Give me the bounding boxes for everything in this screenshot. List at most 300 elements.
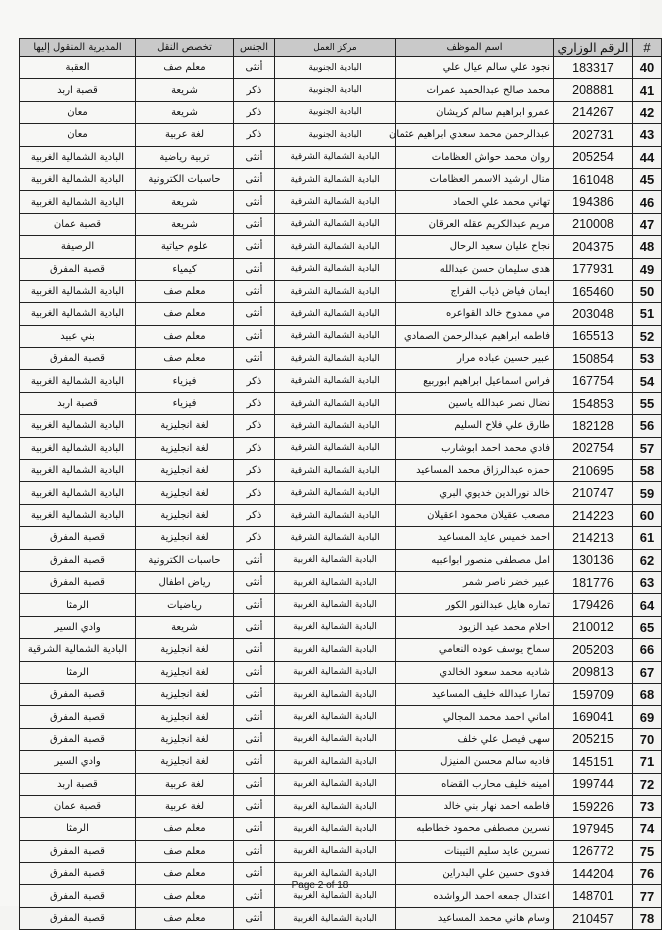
ministerial-id-cell: 202754: [554, 437, 633, 459]
header-ministerial-id: الرقم الوزاري: [554, 39, 633, 57]
destination-cell: قصبة المفرق: [20, 683, 136, 705]
work-center-cell: البادية الشمالية الغربية: [275, 751, 396, 773]
table-row: [20, 236, 662, 258]
employee-name-cell: امل مصطفى منصور ابواعبيه: [396, 549, 554, 571]
table-row: [20, 504, 662, 526]
gender-cell: ذكر: [234, 392, 275, 414]
employee-name-cell: محمد صالح عبدالحميد عمرات: [396, 79, 554, 101]
work-center-cell: البادية الشمالية الشرقية: [275, 460, 396, 482]
table-row: [20, 191, 662, 213]
gender-cell: ذكر: [234, 504, 275, 526]
specialization-cell: لغة انجليزية: [136, 683, 234, 705]
row-number-cell: 71: [633, 751, 662, 773]
employee-name-cell: فدوى حسين علي البدراين: [396, 863, 554, 885]
ministerial-id-cell: 126772: [554, 840, 633, 862]
row-number-cell: 78: [633, 907, 662, 929]
header-row: [20, 39, 662, 57]
work-center-cell: البادية الشمالية الغربية: [275, 840, 396, 862]
table-row: [20, 325, 662, 347]
row-number-cell: 54: [633, 370, 662, 392]
row-number-cell: 72: [633, 773, 662, 795]
ministerial-id-cell: 177931: [554, 258, 633, 280]
work-center-cell: البادية الشمالية الشرقية: [275, 437, 396, 459]
employee-name-cell: فراس اسماعيل ابراهيم ابوربيع: [396, 370, 554, 392]
work-center-cell: البادية الشمالية الغربية: [275, 773, 396, 795]
ministerial-id-cell: 214213: [554, 527, 633, 549]
gender-cell: ذكر: [234, 415, 275, 437]
gender-cell: أنثى: [234, 594, 275, 616]
employee-name-cell: عبير حسين عباده مرار: [396, 348, 554, 370]
employee-name-cell: منال ارشيد الاسمر العظامات: [396, 168, 554, 190]
row-number-cell: 65: [633, 616, 662, 638]
work-center-cell: البادية الشمالية الغربية: [275, 661, 396, 683]
work-center-cell: البادية الشمالية الغربية: [275, 706, 396, 728]
ministerial-id-cell: 154853: [554, 392, 633, 414]
ministerial-id-cell: 203048: [554, 303, 633, 325]
employee-name-cell: نجود علي سالم عيال علي: [396, 57, 554, 79]
specialization-cell: معلم صف: [136, 280, 234, 302]
row-number-cell: 45: [633, 168, 662, 190]
work-center-cell: البادية الشمالية الشرقية: [275, 258, 396, 280]
gender-cell: أنثى: [234, 706, 275, 728]
ministerial-id-cell: 197945: [554, 818, 633, 840]
specialization-cell: لغة انجليزية: [136, 460, 234, 482]
ministerial-id-cell: 210457: [554, 907, 633, 929]
row-number-cell: 66: [633, 639, 662, 661]
work-center-cell: البادية الشمالية الشرقية: [275, 213, 396, 235]
employee-name-cell: فاديه سالم محسن المنيزل: [396, 751, 554, 773]
employee-name-cell: فادي محمد احمد ابوشارب: [396, 437, 554, 459]
destination-cell: معان: [20, 101, 136, 123]
specialization-cell: معلم صف: [136, 840, 234, 862]
gender-cell: أنثى: [234, 303, 275, 325]
specialization-cell: كيمياء: [136, 258, 234, 280]
gender-cell: أنثى: [234, 168, 275, 190]
employee-name-cell: امينه خليف محارب القضاه: [396, 773, 554, 795]
table-row: [20, 907, 662, 929]
employee-name-cell: هدى سليمان حسن عبدالله: [396, 258, 554, 280]
ministerial-id-cell: 182128: [554, 415, 633, 437]
ministerial-id-cell: 169041: [554, 706, 633, 728]
table-row: [20, 57, 662, 79]
destination-cell: البادية الشمالية الغربية: [20, 370, 136, 392]
ministerial-id-cell: 202731: [554, 124, 633, 146]
specialization-cell: معلم صف: [136, 907, 234, 929]
ministerial-id-cell: 205215: [554, 728, 633, 750]
table-row: [20, 594, 662, 616]
employee-name-cell: نجاح عليان سعيد الرحال: [396, 236, 554, 258]
row-number-cell: 41: [633, 79, 662, 101]
header-work-center: مركز العمل: [275, 39, 396, 57]
destination-cell: البادية الشمالية الغربية: [20, 460, 136, 482]
ministerial-id-cell: 208881: [554, 79, 633, 101]
ministerial-id-cell: 214223: [554, 504, 633, 526]
table-header: [20, 39, 662, 57]
work-center-cell: البادية الشمالية الشرقية: [275, 236, 396, 258]
row-number-cell: 44: [633, 146, 662, 168]
ministerial-id-cell: 210747: [554, 482, 633, 504]
specialization-cell: لغة انجليزية: [136, 527, 234, 549]
destination-cell: قصبة اربد: [20, 773, 136, 795]
ministerial-id-cell: 165513: [554, 325, 633, 347]
table-row: [20, 437, 662, 459]
work-center-cell: البادية الشمالية الشرقية: [275, 392, 396, 414]
specialization-cell: لغة انجليزية: [136, 728, 234, 750]
specialization-cell: تربية رياضية: [136, 146, 234, 168]
ministerial-id-cell: 183317: [554, 57, 633, 79]
header-specialization: تخصص النقل: [136, 39, 234, 57]
table-row: [20, 616, 662, 638]
work-center-cell: البادية الشمالية الغربية: [275, 885, 396, 907]
destination-cell: بني عبيد: [20, 325, 136, 347]
row-number-cell: 64: [633, 594, 662, 616]
row-number-cell: 69: [633, 706, 662, 728]
table-row: [20, 661, 662, 683]
work-center-cell: البادية الشمالية الشرقية: [275, 370, 396, 392]
gender-cell: أنثى: [234, 616, 275, 638]
table-row: [20, 370, 662, 392]
employee-name-cell: عمرو ابراهيم سالم كريشان: [396, 101, 554, 123]
specialization-cell: لغة انجليزية: [136, 482, 234, 504]
specialization-cell: معلم صف: [136, 885, 234, 907]
ministerial-id-cell: 210008: [554, 213, 633, 235]
table-row: [20, 706, 662, 728]
specialization-cell: لغة انجليزية: [136, 639, 234, 661]
table-row: [20, 683, 662, 705]
employee-name-cell: احمد خميس عايد المساعيد: [396, 527, 554, 549]
row-number-cell: 42: [633, 101, 662, 123]
gender-cell: أنثى: [234, 795, 275, 817]
ministerial-id-cell: 130136: [554, 549, 633, 571]
row-number-cell: 62: [633, 549, 662, 571]
employee-name-cell: مي ممدوح خالد القواعره: [396, 303, 554, 325]
destination-cell: قصبة المفرق: [20, 571, 136, 593]
work-center-cell: البادية الجنوبية: [275, 124, 396, 146]
gender-cell: أنثى: [234, 146, 275, 168]
specialization-cell: شريعة: [136, 101, 234, 123]
employee-name-cell: سهى فيصل علي خلف: [396, 728, 554, 750]
work-center-cell: البادية الشمالية الشرقية: [275, 280, 396, 302]
header-employee-name: اسم الموظف: [396, 39, 554, 57]
gender-cell: أنثى: [234, 661, 275, 683]
employee-name-cell: احلام محمد عيد الزيود: [396, 616, 554, 638]
ministerial-id-cell: 204375: [554, 236, 633, 258]
table-row: [20, 795, 662, 817]
work-center-cell: البادية الشمالية الشرقية: [275, 191, 396, 213]
table-row: [20, 303, 662, 325]
specialization-cell: معلم صف: [136, 325, 234, 347]
row-number-cell: 56: [633, 415, 662, 437]
gender-cell: أنثى: [234, 549, 275, 571]
destination-cell: وادي السير: [20, 616, 136, 638]
ministerial-id-cell: 165460: [554, 280, 633, 302]
page-number: Page 2 of 18: [291, 880, 349, 891]
employee-name-cell: نضال نصر عبدالله ياسين: [396, 392, 554, 414]
row-number-cell: 55: [633, 392, 662, 414]
destination-cell: قصبة المفرق: [20, 258, 136, 280]
specialization-cell: شريعة: [136, 616, 234, 638]
work-center-cell: البادية الشمالية الشرقية: [275, 325, 396, 347]
work-center-cell: البادية الشمالية الشرقية: [275, 146, 396, 168]
employee-name-cell: اعتدال جمعه احمد الرواشده: [396, 885, 554, 907]
table-row: [20, 527, 662, 549]
specialization-cell: لغة انجليزية: [136, 504, 234, 526]
specialization-cell: لغة عربية: [136, 773, 234, 795]
employee-name-cell: مريم عبدالكريم عقله العرقان: [396, 213, 554, 235]
work-center-cell: البادية الشمالية الشرقية: [275, 348, 396, 370]
row-number-cell: 43: [633, 124, 662, 146]
employee-name-cell: نسرين مصطفى محمود خطاطبه: [396, 818, 554, 840]
employee-name-cell: خالد نورالدين خديوي البري: [396, 482, 554, 504]
gender-cell: أنثى: [234, 258, 275, 280]
row-number-cell: 77: [633, 885, 662, 907]
ministerial-id-cell: 159709: [554, 683, 633, 705]
gender-cell: أنثى: [234, 213, 275, 235]
table-row: [20, 639, 662, 661]
specialization-cell: حاسبات الكترونية: [136, 549, 234, 571]
work-center-cell: البادية الشمالية الغربية: [275, 795, 396, 817]
gender-cell: أنثى: [234, 863, 275, 885]
employee-name-cell: شاديه محمد سعود الخالدي: [396, 661, 554, 683]
ministerial-id-cell: 167754: [554, 370, 633, 392]
gender-cell: أنثى: [234, 639, 275, 661]
table-row: [20, 146, 662, 168]
table-row: [20, 460, 662, 482]
employee-name-cell: نسرين عايد سليم التيينات: [396, 840, 554, 862]
row-number-cell: 76: [633, 863, 662, 885]
destination-cell: الرصيفة: [20, 236, 136, 258]
row-number-cell: 51: [633, 303, 662, 325]
work-center-cell: البادية الشمالية الغربية: [275, 683, 396, 705]
work-center-cell: البادية الجنوبية: [275, 57, 396, 79]
row-number-cell: 67: [633, 661, 662, 683]
ministerial-id-cell: 210695: [554, 460, 633, 482]
table-row: [20, 101, 662, 123]
work-center-cell: البادية الشمالية الشرقية: [275, 415, 396, 437]
destination-cell: قصبة المفرق: [20, 348, 136, 370]
row-number-cell: 52: [633, 325, 662, 347]
destination-cell: الرمثا: [20, 594, 136, 616]
specialization-cell: معلم صف: [136, 348, 234, 370]
table-row: [20, 549, 662, 571]
work-center-cell: البادية الشمالية الغربية: [275, 818, 396, 840]
employee-name-cell: ايمان فياض ذياب الفراج: [396, 280, 554, 302]
table-row: [20, 818, 662, 840]
employee-name-cell: عبير خضر ناصر شمر: [396, 571, 554, 593]
gender-cell: أنثى: [234, 191, 275, 213]
specialization-cell: فيزياء: [136, 370, 234, 392]
gender-cell: أنثى: [234, 728, 275, 750]
employee-name-cell: طارق علي فلاح السليم: [396, 415, 554, 437]
work-center-cell: البادية الشمالية الشرقية: [275, 482, 396, 504]
employee-name-cell: مصعب عقيلان محمود اعقيلان: [396, 504, 554, 526]
specialization-cell: معلم صف: [136, 303, 234, 325]
ministerial-id-cell: 159226: [554, 795, 633, 817]
table-row: [20, 258, 662, 280]
specialization-cell: لغة انجليزية: [136, 437, 234, 459]
destination-cell: قصبة عمان: [20, 795, 136, 817]
destination-cell: قصبة المفرق: [20, 728, 136, 750]
header-gender: الجنس: [234, 39, 275, 57]
gender-cell: ذكر: [234, 370, 275, 392]
specialization-cell: شريعة: [136, 191, 234, 213]
gender-cell: أنثى: [234, 907, 275, 929]
destination-cell: العقبة: [20, 57, 136, 79]
work-center-cell: البادية الشمالية الغربية: [275, 594, 396, 616]
employee-name-cell: حمزه عبدالرزاق محمد المساعيد: [396, 460, 554, 482]
gender-cell: ذكر: [234, 460, 275, 482]
table-row: [20, 168, 662, 190]
specialization-cell: علوم حياتية: [136, 236, 234, 258]
destination-cell: الرمثا: [20, 818, 136, 840]
work-center-cell: البادية الشمالية الغربية: [275, 728, 396, 750]
destination-cell: معان: [20, 124, 136, 146]
work-center-cell: البادية الشمالية الغربية: [275, 639, 396, 661]
table-row: [20, 79, 662, 101]
gender-cell: ذكر: [234, 101, 275, 123]
specialization-cell: لغة عربية: [136, 124, 234, 146]
ministerial-id-cell: 179426: [554, 594, 633, 616]
gender-cell: أنثى: [234, 885, 275, 907]
row-number-cell: 75: [633, 840, 662, 862]
ministerial-id-cell: 205254: [554, 146, 633, 168]
employee-name-cell: اماني احمد محمد المجالي: [396, 706, 554, 728]
destination-cell: البادية الشمالية الشرقية: [20, 639, 136, 661]
destination-cell: قصبة اربد: [20, 79, 136, 101]
header-destination: المديرية المنقول إليها: [20, 39, 136, 57]
specialization-cell: معلم صف: [136, 863, 234, 885]
gender-cell: أنثى: [234, 57, 275, 79]
employee-name-cell: فاطمه احمد نهار بني خالد: [396, 795, 554, 817]
work-center-cell: البادية الشمالية الغربية: [275, 616, 396, 638]
work-center-cell: البادية الجنوبية: [275, 101, 396, 123]
work-center-cell: البادية الجنوبية: [275, 79, 396, 101]
ministerial-id-cell: 144204: [554, 863, 633, 885]
employee-name-cell: عبدالرحمن محمد سعدي ابراهيم عثمان: [396, 124, 554, 146]
gender-cell: ذكر: [234, 482, 275, 504]
specialization-cell: معلم صف: [136, 57, 234, 79]
destination-cell: قصبة المفرق: [20, 885, 136, 907]
specialization-cell: لغة انجليزية: [136, 751, 234, 773]
work-center-cell: البادية الشمالية الشرقية: [275, 527, 396, 549]
ministerial-id-cell: 161048: [554, 168, 633, 190]
destination-cell: البادية الشمالية الغربية: [20, 280, 136, 302]
employee-name-cell: تهاني محمد علي الحماد: [396, 191, 554, 213]
destination-cell: قصبة عمان: [20, 213, 136, 235]
ministerial-id-cell: 194386: [554, 191, 633, 213]
transfer-table: [19, 38, 662, 930]
table-row: [20, 773, 662, 795]
specialization-cell: لغة انجليزية: [136, 706, 234, 728]
destination-cell: البادية الشمالية الغربية: [20, 168, 136, 190]
row-number-cell: 59: [633, 482, 662, 504]
destination-cell: قصبة المفرق: [20, 706, 136, 728]
destination-cell: قصبة المفرق: [20, 907, 136, 929]
destination-cell: البادية الشمالية الغربية: [20, 415, 136, 437]
destination-cell: البادية الشمالية الغربية: [20, 437, 136, 459]
destination-cell: البادية الشمالية الغربية: [20, 303, 136, 325]
table-row: [20, 840, 662, 862]
row-number-cell: 49: [633, 258, 662, 280]
gender-cell: أنثى: [234, 773, 275, 795]
table-row: [20, 415, 662, 437]
ministerial-id-cell: 205203: [554, 639, 633, 661]
destination-cell: الرمثا: [20, 661, 136, 683]
gender-cell: أنثى: [234, 840, 275, 862]
work-center-cell: البادية الشمالية الغربية: [275, 549, 396, 571]
destination-cell: قصبة المفرق: [20, 527, 136, 549]
table-row: [20, 213, 662, 235]
work-center-cell: البادية الشمالية الشرقية: [275, 303, 396, 325]
table-row: [20, 751, 662, 773]
employee-name-cell: تمارا عبدالله خليف المساعيد: [396, 683, 554, 705]
gender-cell: أنثى: [234, 325, 275, 347]
destination-cell: البادية الشمالية الغربية: [20, 504, 136, 526]
table-row: [20, 392, 662, 414]
gender-cell: أنثى: [234, 236, 275, 258]
ministerial-id-cell: 145151: [554, 751, 633, 773]
row-number-cell: 40: [633, 57, 662, 79]
destination-cell: البادية الشمالية الغربية: [20, 482, 136, 504]
gender-cell: ذكر: [234, 527, 275, 549]
gender-cell: ذكر: [234, 124, 275, 146]
destination-cell: البادية الشمالية الغربية: [20, 191, 136, 213]
ministerial-id-cell: 181776: [554, 571, 633, 593]
work-center-cell: البادية الشمالية الغربية: [275, 907, 396, 929]
work-center-cell: البادية الشمالية الغربية: [275, 571, 396, 593]
destination-cell: قصبة اربد: [20, 392, 136, 414]
ministerial-id-cell: 209813: [554, 661, 633, 683]
gender-cell: أنثى: [234, 818, 275, 840]
gender-cell: أنثى: [234, 571, 275, 593]
table-row: [20, 348, 662, 370]
destination-cell: البادية الشمالية الغربية: [20, 146, 136, 168]
employee-name-cell: سماح يوسف عوده النعامي: [396, 639, 554, 661]
row-number-cell: 57: [633, 437, 662, 459]
specialization-cell: شريعة: [136, 213, 234, 235]
specialization-cell: حاسبات الكترونية: [136, 168, 234, 190]
destination-cell: قصبة المفرق: [20, 549, 136, 571]
specialization-cell: لغة عربية: [136, 795, 234, 817]
employee-name-cell: تماره هايل عبدالنور الكور: [396, 594, 554, 616]
employee-name-cell: فاطمه ابراهيم عبدالرحمن الصمادي: [396, 325, 554, 347]
ministerial-id-cell: 210012: [554, 616, 633, 638]
destination-cell: قصبة المفرق: [20, 840, 136, 862]
row-number-cell: 70: [633, 728, 662, 750]
row-number-cell: 73: [633, 795, 662, 817]
destination-cell: وادي السير: [20, 751, 136, 773]
row-number-cell: 46: [633, 191, 662, 213]
gender-cell: أنثى: [234, 348, 275, 370]
row-number-cell: 74: [633, 818, 662, 840]
specialization-cell: لغة انجليزية: [136, 661, 234, 683]
destination-cell: قصبة المفرق: [20, 863, 136, 885]
row-number-cell: 47: [633, 213, 662, 235]
row-number-cell: 50: [633, 280, 662, 302]
row-number-cell: 53: [633, 348, 662, 370]
row-number-cell: 68: [633, 683, 662, 705]
gender-cell: ذكر: [234, 437, 275, 459]
employee-name-cell: وسام هاني محمد المساعيد: [396, 907, 554, 929]
table-row: [20, 482, 662, 504]
gender-cell: أنثى: [234, 751, 275, 773]
gender-cell: ذكر: [234, 79, 275, 101]
gender-cell: أنثى: [234, 280, 275, 302]
row-number-cell: 58: [633, 460, 662, 482]
table-row: [20, 124, 662, 146]
table-row: [20, 280, 662, 302]
row-number-cell: 61: [633, 527, 662, 549]
